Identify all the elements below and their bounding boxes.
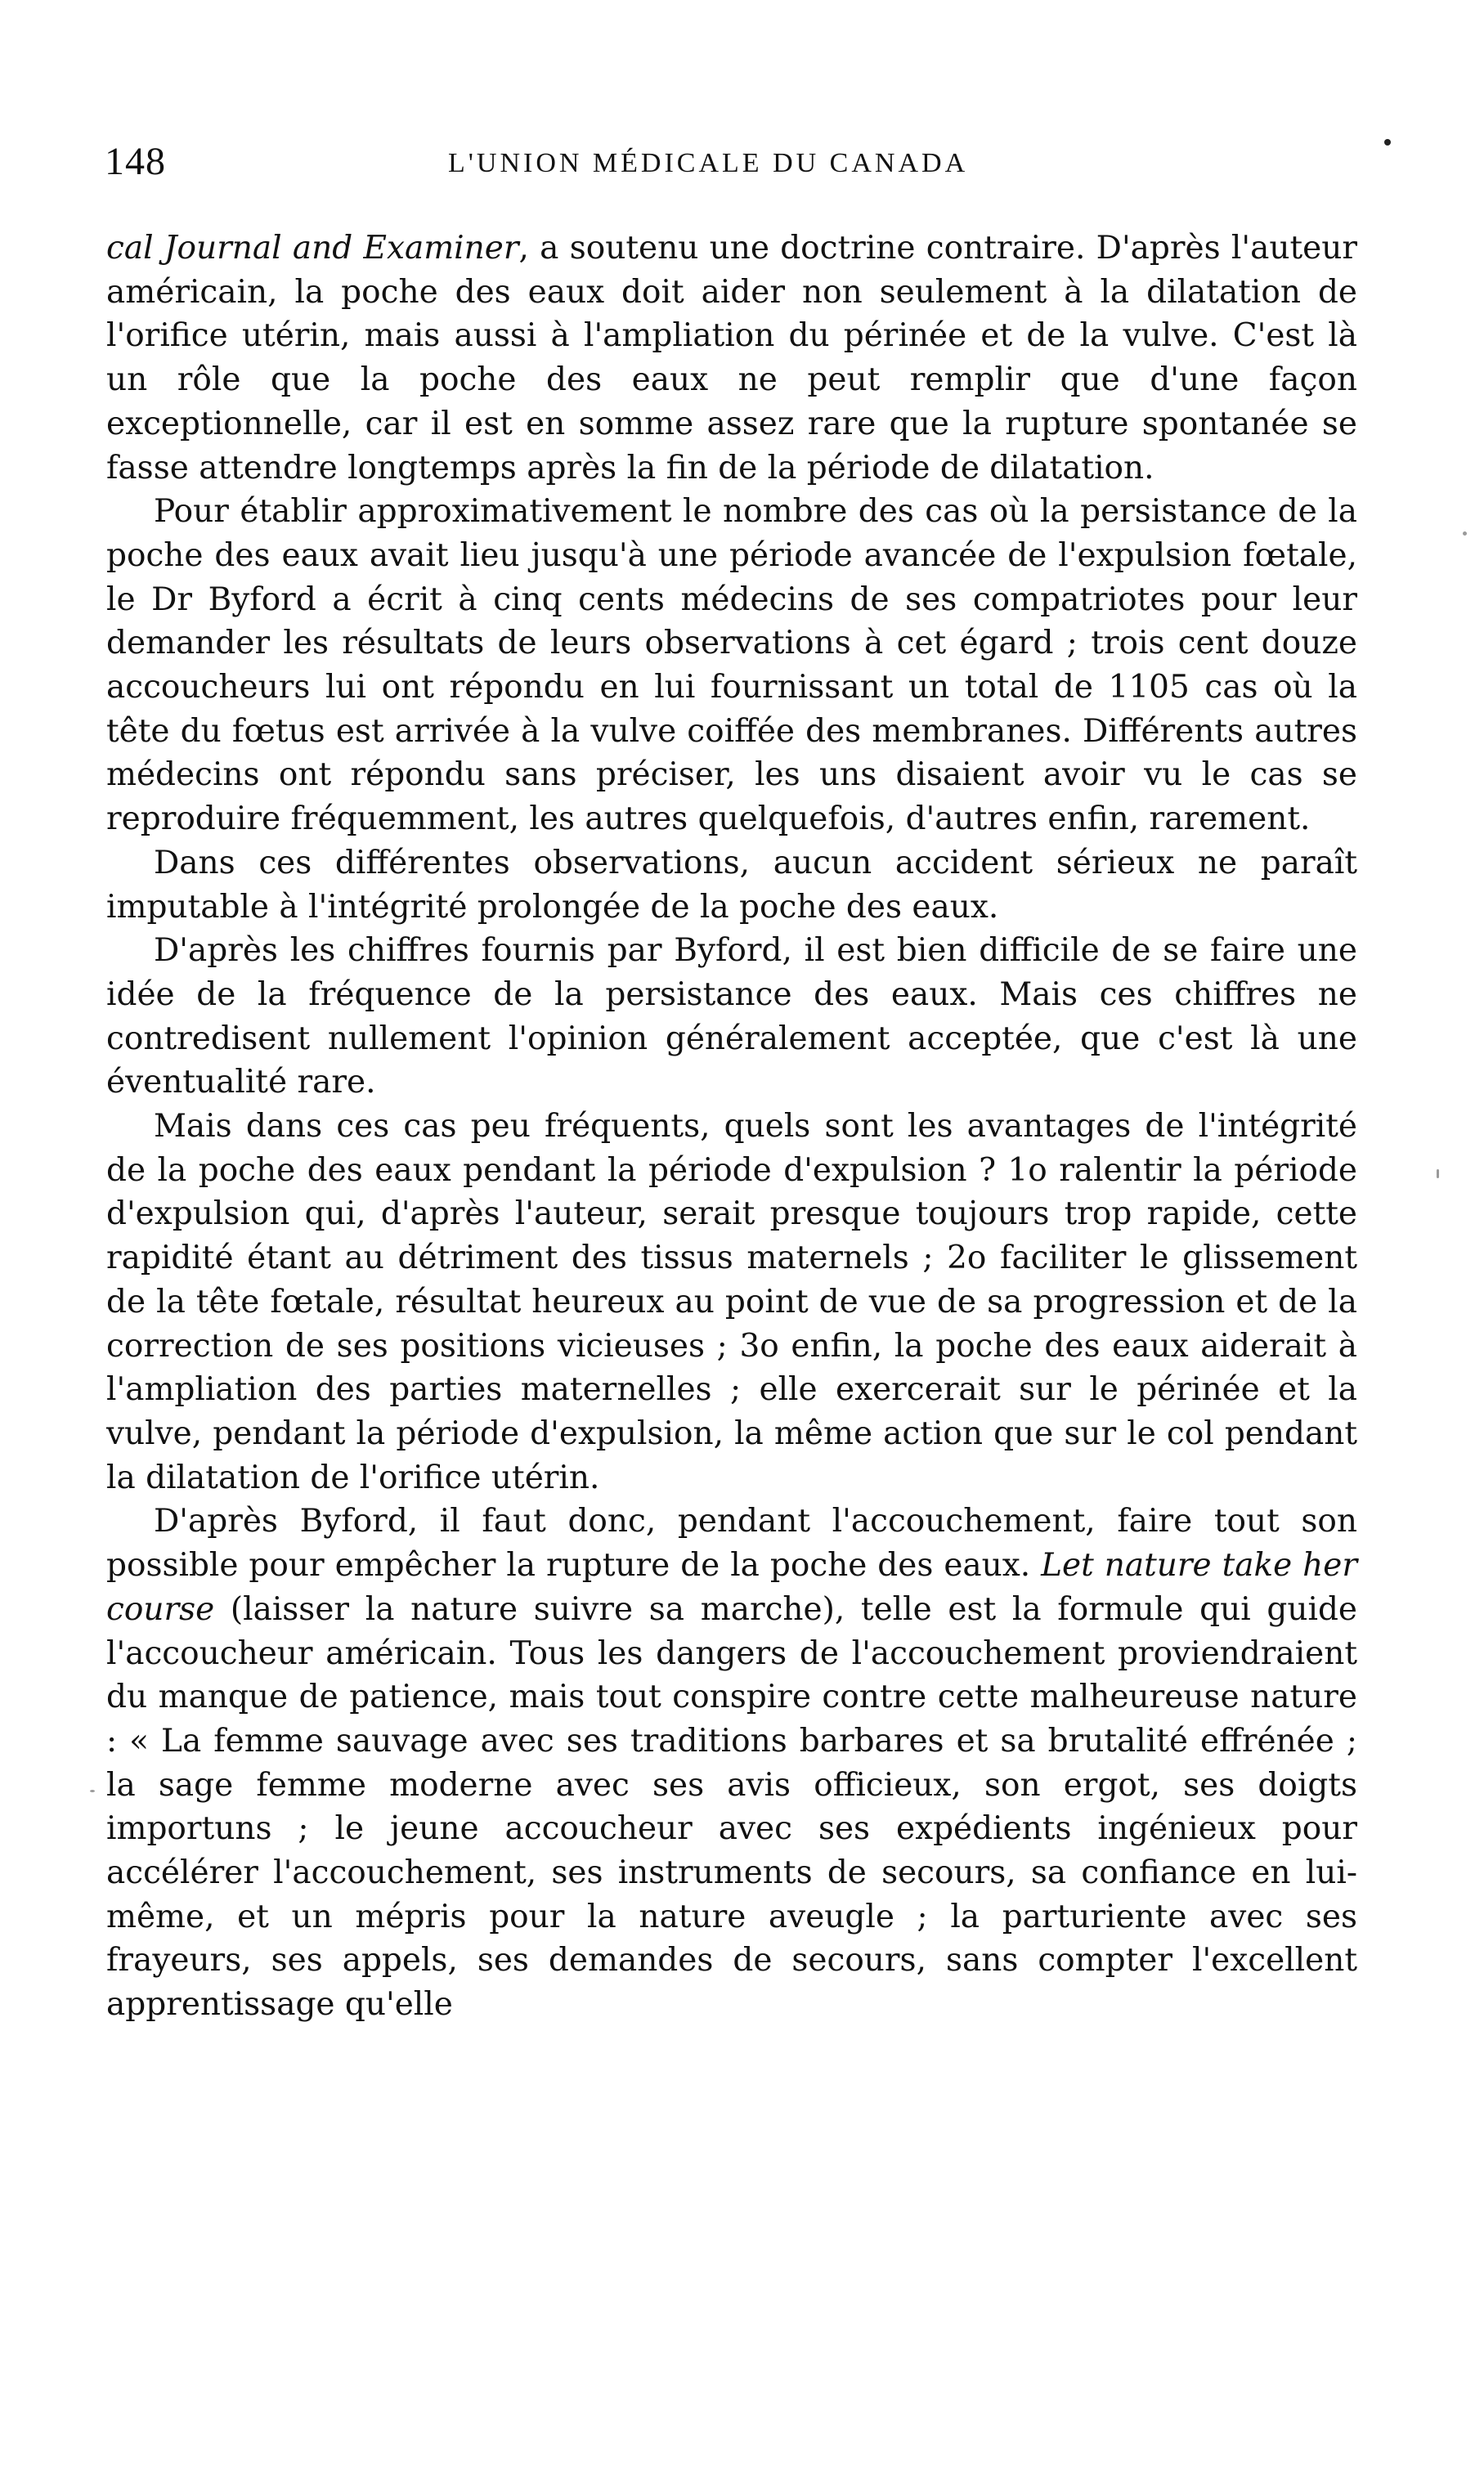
paragraph-6-text-end: (laisser la nature suivre sa marche), telle est la formule qui guide l'accoucheur américain. Tous les dangers de l'accouchement proviendraient du manque de patience, mais tout conspire contre cette malheureuse nature : « La femme sauvage avec ses traditions barbares et sa brutalité effrénée ; la sage femme moderne avec ses avis officieux, son ergot, ses doigts importuns ; le jeune accoucheur avec ses expédients ingénieux pour accélérer l'accouchement, ses instruments de secours, sa confiance en lui-même, et un mépris pour la nature aveugle ; la parturiente avec ses frayeurs, ses appels, ses demandes de secours, sans compter l'excellent apprentissage qu'elle <box>106 1590 1357 2024</box>
margin-speck <box>1437 1169 1439 1178</box>
paragraph-1-text: , a soutenu une doctrine contraire. D'après l'auteur américain, la poche des eaux doit aider non seulement à la dilatation de l'orifice utérin, mais aussi à l'ampliation du périnée et de la vulve. C'est là un rôle que la poche des eaux ne peut remplir que d'une façon exceptionnelle, car il est en somme assez rare que la rupture spontanée se fasse attendre longtemps après la fin de la période de dilatation. <box>106 230 1357 486</box>
running-title: L'UNION MÉDICALE DU CANADA <box>448 148 969 178</box>
paragraph-1 <box>106 226 1357 490</box>
paragraph-2: Pour établir approximativement le nombre des cas où la persistance de la poche des eaux avait lieu jusqu'à une période avancée de l'expulsion fœtale, le Dr Byford a écrit à cinq cents médecins de ses compatriotes pour leur demander les résultats de leurs observations à cet égard ; trois cent douze accoucheurs lui ont répondu en lui fournissant un total de 1105 cas où la tête du fœtus est arrivée à la vulve coiffée des membranes. Différents autres médecins ont répondu sans préciser, les uns disaient avoir vu le cas se reproduire fréquemment, les autres quelquefois, d'autres enfin, rarement. <box>106 493 1357 838</box>
paragraph-4: D'après les chiffres fournis par Byford, il est bien difficile de se faire une idée de la fréquence de la persistance des eaux. Mais ces chiffres ne contredisent nullement l'opinion généralement acceptée, que c'est là une éventualité rare. <box>106 932 1357 1101</box>
quoted-phrase: Let nature take her course <box>106 1547 1357 1628</box>
paragraph-5: Mais dans ces cas peu fréquents, quels sont les avantages de l'intégrité de la poche des eaux pendant la période d'expulsion ? 1o ralentir la période d'expulsion qui, d'après l'auteur, serait presque toujours trop rapide, cette rapidité étant au détriment des tissus maternels ; 2o faciliter le glissement de la tête fœtale, résultat heureux au point de vue de sa progression et de la correction de ses positions vicieuses ; 3o enfin, la poche des eaux aiderait à l'ampliation des parties maternelles ; elle exercerait sur le périnée et la vulve, pendant la période d'expulsion, la même action que sur le col pendant la dilatation de l'orifice utérin. <box>106 1108 1357 1496</box>
margin-speck <box>90 1790 95 1792</box>
paragraph-6-text-start: D'après Byford, il faut donc, pendant l'accouchement, faire tout son possible pour empêcher la rupture de la poche des eaux. <box>106 1503 1357 1585</box>
paragraph-6 <box>106 1500 1357 2026</box>
page-number: 148 <box>105 140 166 183</box>
page-header <box>105 139 1372 196</box>
paragraph-3: Dans ces différentes observations, aucun accident sérieux ne paraît imputable à l'intégrité prolongée de la poche des eaux. <box>106 844 1357 926</box>
dot-mark <box>1384 139 1391 146</box>
journal-title: cal Journal and Examiner <box>106 230 519 267</box>
article-body <box>106 226 1357 2027</box>
margin-speck <box>1463 531 1467 536</box>
